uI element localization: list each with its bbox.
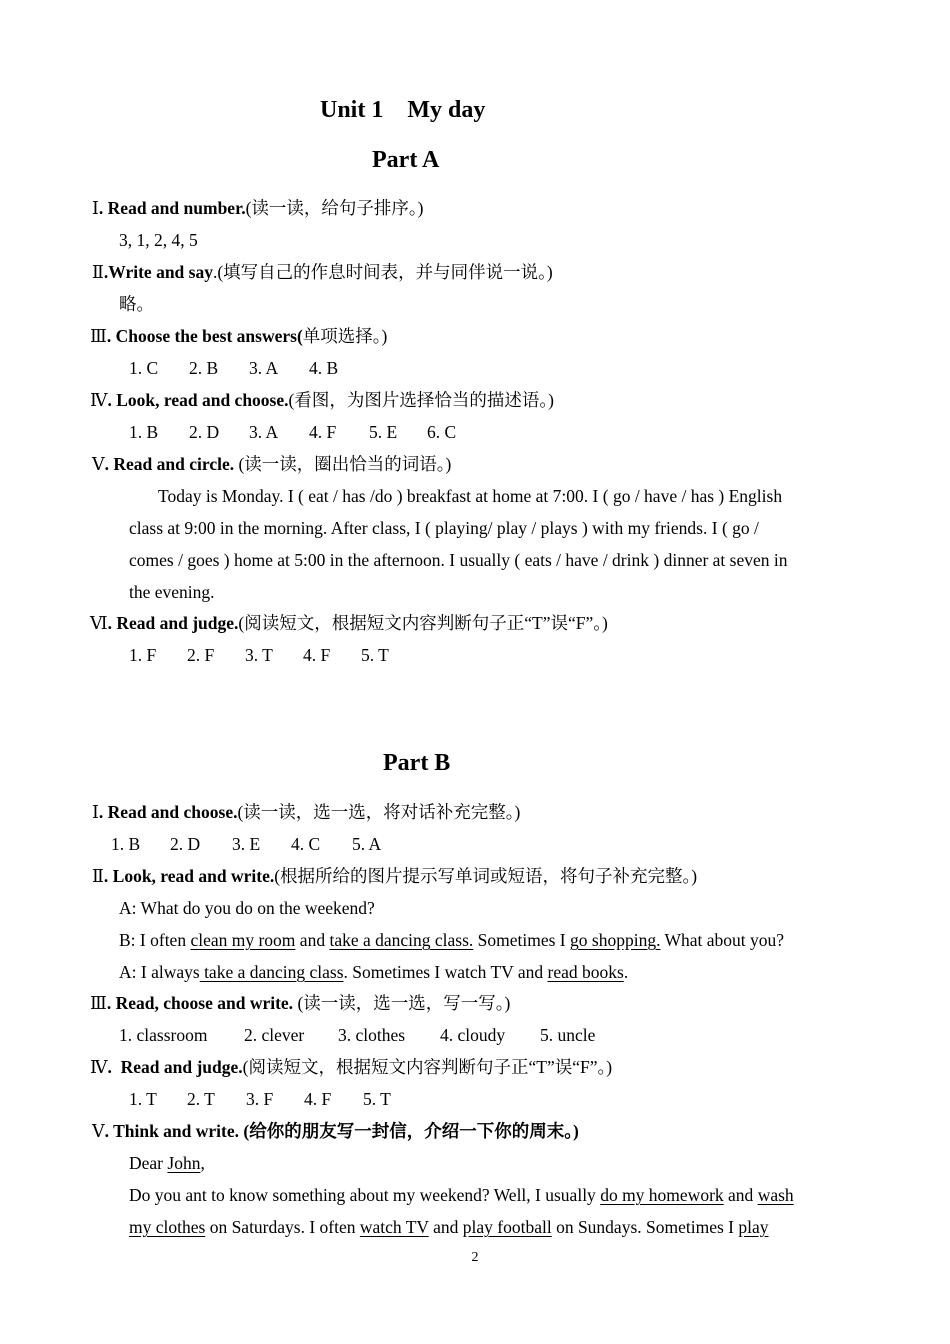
text: Dear bbox=[129, 1153, 168, 1173]
dialogue-line-b bbox=[119, 929, 784, 951]
answer-item: 1. classroom bbox=[119, 1025, 208, 1045]
answer-item: 4. F bbox=[303, 645, 331, 665]
section-note: (阅读短文，根据短文内容判断句子正“T”误“F”。) bbox=[238, 613, 608, 633]
section-note: 给你的朋友写一封信，介绍一下你的周末。) bbox=[249, 1121, 579, 1141]
document-title: Unit 1 My day bbox=[320, 97, 486, 123]
part-a-section-6-heading bbox=[90, 612, 608, 634]
answer-item: 1. C bbox=[129, 358, 159, 378]
answer-item: 2. F bbox=[187, 645, 215, 665]
letter-greeting bbox=[129, 1152, 205, 1174]
text: on Saturdays. I often bbox=[205, 1217, 360, 1237]
text: on Sundays. Sometimes I bbox=[551, 1217, 739, 1237]
answer-item: 4. F bbox=[309, 422, 337, 442]
part-b-section-3-heading bbox=[90, 992, 510, 1014]
page-number: 2 bbox=[471, 1250, 479, 1265]
part-a-section-4-heading bbox=[90, 389, 554, 411]
text: A: I always bbox=[119, 962, 200, 982]
section-label: . Read, choose and write. bbox=[106, 993, 294, 1013]
answer-item: 3. T bbox=[245, 645, 273, 665]
answer-item: 5. T bbox=[363, 1089, 391, 1109]
section-note: (读一读，圈出恰当的词语。) bbox=[234, 454, 452, 474]
answer-item: 1. B bbox=[111, 834, 141, 854]
answer-item: 2. D bbox=[170, 834, 201, 854]
section-number: Ⅳ bbox=[90, 1057, 108, 1077]
section-number: Ⅴ bbox=[92, 454, 105, 474]
part-b-section-5-heading bbox=[92, 1120, 579, 1142]
section-label: . Read and judge. bbox=[107, 613, 239, 633]
answer-item: 5. T bbox=[361, 645, 389, 665]
section-note: 单项选择。) bbox=[302, 326, 388, 346]
answer-item: 2. T bbox=[187, 1089, 215, 1109]
part-a-section-4-answers bbox=[129, 421, 456, 443]
answer-item: 5. uncle bbox=[540, 1025, 596, 1045]
section-note: (根据所给的图片提示写单词或短语，将句子补充完整。) bbox=[274, 866, 698, 886]
section-label: .Write and say bbox=[103, 262, 213, 282]
text: B: I often bbox=[119, 930, 191, 950]
text: and bbox=[295, 930, 330, 950]
answer-item: 4. C bbox=[291, 834, 321, 854]
filled-answer: my clothes bbox=[129, 1217, 206, 1237]
answer-item: 1. B bbox=[129, 422, 159, 442]
section-number: Ⅳ bbox=[90, 390, 108, 410]
section-number: Ⅲ bbox=[90, 326, 107, 346]
part-a-section-5-heading bbox=[92, 453, 451, 475]
section-number: Ⅴ bbox=[92, 1121, 105, 1141]
answer-item: 3. E bbox=[232, 834, 261, 854]
part-b-section-2-heading bbox=[92, 865, 697, 887]
answer-item: 3. A bbox=[249, 422, 279, 442]
answer-item: 1. F bbox=[129, 645, 157, 665]
part-a-heading: Part A bbox=[372, 147, 440, 173]
filled-answer: go shopping. bbox=[570, 930, 661, 950]
text: . bbox=[623, 962, 629, 982]
filled-answer: wash bbox=[757, 1185, 794, 1205]
filled-answer: do my homework bbox=[600, 1185, 724, 1205]
filled-answer: take a dancing class. bbox=[329, 930, 474, 950]
part-a-section-3-answers bbox=[129, 357, 338, 379]
filled-answer: John bbox=[167, 1153, 201, 1173]
answer-item: 3. clothes bbox=[338, 1025, 406, 1045]
part-b-heading: Part B bbox=[383, 750, 451, 776]
text: . Sometimes I watch TV and bbox=[343, 962, 548, 982]
text: Sometimes I bbox=[473, 930, 571, 950]
part-a-section-2-answer: 略。 bbox=[119, 294, 154, 314]
text: and bbox=[428, 1217, 463, 1237]
filled-answer: take a dancing class bbox=[199, 962, 344, 982]
section-note: (读一读，给句子排序。) bbox=[245, 198, 424, 218]
dialogue-line-a2 bbox=[119, 961, 628, 983]
section-number: Ⅰ bbox=[92, 802, 99, 822]
part-b-section-1-answers bbox=[111, 833, 381, 855]
filled-answer: read books bbox=[547, 962, 624, 982]
text: and bbox=[723, 1185, 758, 1205]
section-note: (阅读短文，根据短文内容判断句子正“T”误“F”。) bbox=[242, 1057, 613, 1077]
filled-answer: watch TV bbox=[359, 1217, 429, 1237]
section-label: . Choose the best answers( bbox=[106, 326, 303, 346]
section-label: . Read and number. bbox=[98, 198, 246, 218]
answer-item: 5. E bbox=[369, 422, 398, 442]
letter-line-2 bbox=[129, 1216, 769, 1238]
letter-line-1 bbox=[129, 1184, 794, 1206]
paragraph-line: Today is Monday. I ( eat / has /do ) breakfast at home at 7:00. I ( go / have / has ) English bbox=[158, 486, 783, 506]
text: What about you? bbox=[660, 930, 785, 950]
section-label: . Look, read and write. bbox=[103, 866, 275, 886]
answer-item: 4. F bbox=[304, 1089, 332, 1109]
part-b-section-3-answers bbox=[119, 1024, 595, 1046]
part-b-section-4-answers bbox=[129, 1088, 391, 1110]
section-number: Ⅵ bbox=[90, 613, 108, 633]
paragraph-line: the evening. bbox=[129, 582, 215, 602]
section-label: . Think and write. ( bbox=[104, 1121, 250, 1141]
filled-answer: play bbox=[738, 1217, 769, 1237]
section-number: Ⅱ bbox=[92, 866, 104, 886]
part-b-section-1-heading bbox=[92, 801, 520, 823]
section-label: . Look, read and choose. bbox=[107, 390, 289, 410]
section-number: Ⅲ bbox=[90, 993, 107, 1013]
text: Do you ant to know something about my weekend? Well, I usually bbox=[129, 1185, 601, 1205]
dialogue-line-a1: A: What do you do on the weekend? bbox=[119, 898, 375, 918]
answer-item: 3. F bbox=[246, 1089, 274, 1109]
paragraph-line: class at 9:00 in the morning. After class, I ( playing/ play / plays ) with my friends. I ( go / bbox=[129, 518, 759, 538]
part-a-section-1-heading bbox=[92, 197, 424, 219]
text: , bbox=[200, 1153, 205, 1173]
part-a-section-2-heading bbox=[92, 261, 553, 283]
answer-item: 2. B bbox=[189, 358, 219, 378]
section-label: . Read and judge. bbox=[107, 1057, 243, 1077]
section-note: .(填写自己的作息时间表，并与同伴说一说。) bbox=[212, 262, 553, 282]
section-number: Ⅱ bbox=[92, 262, 104, 282]
section-number: Ⅰ bbox=[92, 198, 99, 218]
section-note: (看图，为图片选择恰当的描述语。) bbox=[288, 390, 554, 410]
filled-answer: play football bbox=[462, 1217, 552, 1237]
answer-item: 6. C bbox=[427, 422, 457, 442]
answer-item: 3. A bbox=[249, 358, 279, 378]
answer-item: 1. T bbox=[129, 1089, 157, 1109]
section-label: . Read and choose. bbox=[98, 802, 238, 822]
section-note: (读一读，选一选，将对话补充完整。) bbox=[237, 802, 521, 822]
filled-answer: clean my room bbox=[190, 930, 296, 950]
part-a-section-6-answers bbox=[129, 644, 389, 666]
answer-item: 4. B bbox=[309, 358, 339, 378]
answer-item: 2. D bbox=[189, 422, 220, 442]
answer-item: 5. A bbox=[352, 834, 382, 854]
answer-item: 2. clever bbox=[244, 1025, 305, 1045]
paragraph-line: comes / goes ) home at 5:00 in the afternoon. I usually ( eats / have / drink ) dinner at seven in bbox=[129, 550, 788, 570]
section-label: . Read and circle. bbox=[104, 454, 235, 474]
answer-item: 4. cloudy bbox=[440, 1025, 506, 1045]
section-note: (读一读，选一选，写一写。) bbox=[293, 993, 511, 1013]
part-b-section-4-heading bbox=[90, 1056, 612, 1078]
part-a-section-1-answer: 3, 1, 2, 4, 5 bbox=[119, 230, 198, 250]
part-a-section-3-heading bbox=[90, 325, 387, 347]
